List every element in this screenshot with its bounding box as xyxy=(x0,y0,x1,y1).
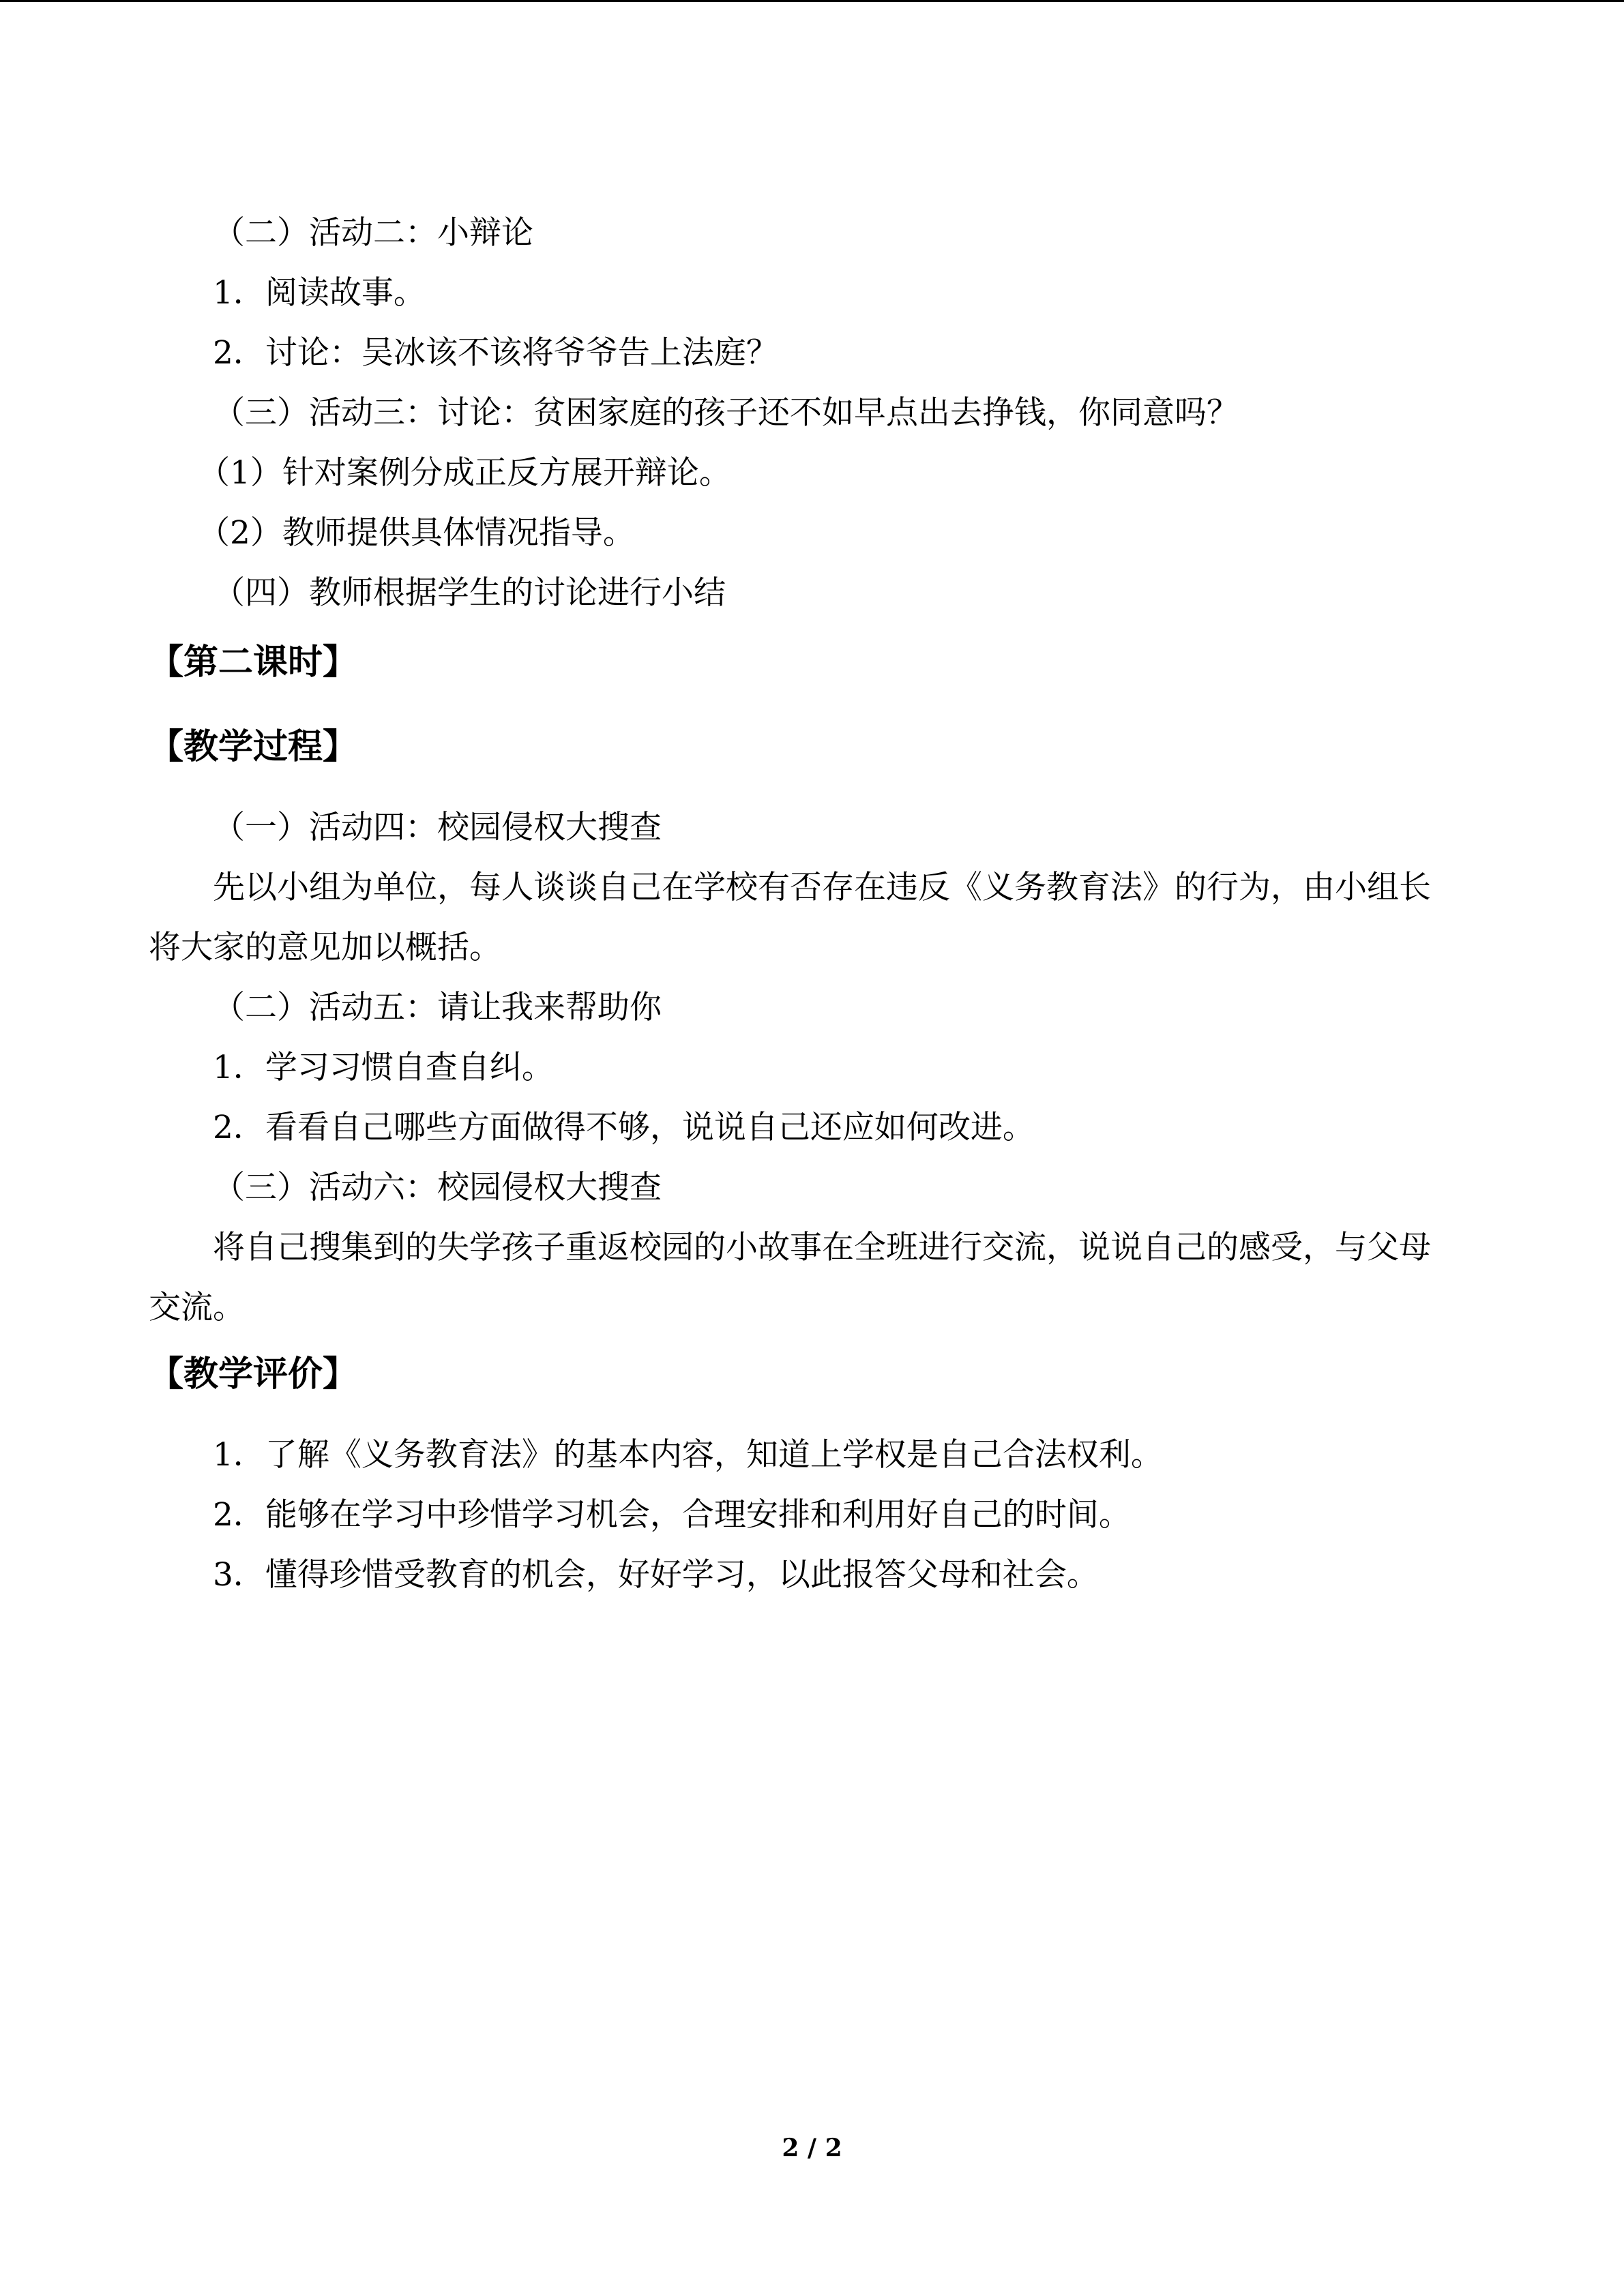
activity-4-body-line-2: 将大家的意见加以概括。 xyxy=(149,929,501,966)
activity-4-title: （一）活动四：校园侵权大搜查 xyxy=(213,809,662,846)
heading-lesson-2: 【第二课时】 xyxy=(149,642,358,683)
activity-5-item-1: 1．学习习惯自查自纠。 xyxy=(213,1049,554,1086)
page-number: 2 / 2 xyxy=(782,2134,842,2162)
heading-teaching-process: 【教学过程】 xyxy=(149,727,358,767)
activity-3-item-2: （2）教师提供具体情况指导。 xyxy=(198,514,635,552)
activity-3-item-1: （1）针对案例分成正反方展开辩论。 xyxy=(198,454,731,492)
activity-5-item-2: 2．看看自己哪些方面做得不够，说说自己还应如何改进。 xyxy=(213,1109,1035,1146)
activity-6-title: （三）活动六：校园侵权大搜查 xyxy=(213,1169,662,1206)
heading-evaluation: 【教学评价】 xyxy=(149,1354,358,1395)
top-border xyxy=(0,0,1624,2)
activity-6-body-line-1: 将自己搜集到的失学孩子重返校园的小故事在全班进行交流，说说自己的感受，与父母 xyxy=(213,1229,1431,1266)
activity-2-item-2: 2．讨论：吴冰该不该将爷爷告上法庭？ xyxy=(213,334,778,372)
activity-4-body-line-1: 先以小组为单位，每人谈谈自己在学校有否存在违反《义务教育法》的行为，由小组长 xyxy=(213,869,1431,906)
activity-5-title: （二）活动五：请让我来帮助你 xyxy=(213,989,662,1026)
activity-2-title: （二）活动二：小辩论 xyxy=(213,214,533,252)
activity-4-summary: （四）教师根据学生的讨论进行小结 xyxy=(213,574,726,612)
activity-2-item-1: 1．阅读故事。 xyxy=(213,274,426,312)
activity-6-body-line-2: 交流。 xyxy=(149,1289,245,1326)
evaluation-item-2: 2．能够在学习中珍惜学习机会，合理安排和利用好自己的时间。 xyxy=(213,1496,1131,1534)
activity-3-title: （三）活动三：讨论：贫困家庭的孩子还不如早点出去挣钱，你同意吗？ xyxy=(213,394,1239,432)
evaluation-item-1: 1．了解《义务教育法》的基本内容，知道上学权是自己合法权利。 xyxy=(213,1436,1163,1474)
evaluation-item-3: 3．懂得珍惜受教育的机会，好好学习，以此报答父母和社会。 xyxy=(213,1556,1099,1594)
